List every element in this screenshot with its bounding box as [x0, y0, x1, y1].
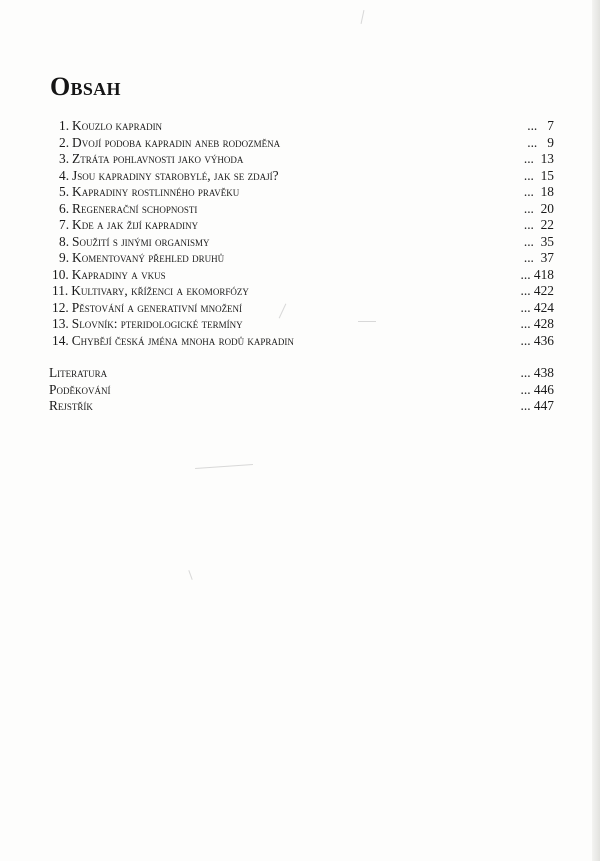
table-of-contents	[49, 118, 554, 415]
page-number: ... 446	[520, 381, 554, 397]
page-number: ... 438	[520, 365, 554, 380]
chapter-number: 2.	[59, 134, 70, 150]
page-number: ... 9	[527, 134, 554, 150]
chapter-number: 7.	[59, 217, 70, 232]
page-number: ... 18	[523, 184, 554, 199]
toc-chapter-row	[49, 300, 554, 317]
chapter-number: 13.	[52, 316, 69, 331]
page-number: ... 20	[523, 200, 554, 216]
page-title: Obsah	[50, 72, 121, 101]
toc-entry	[49, 398, 93, 415]
chapter-number: 14.	[52, 332, 69, 348]
toc-entry	[49, 118, 162, 135]
chapter-number: 5.	[59, 184, 70, 199]
toc-entry	[49, 300, 242, 317]
page-number: ... 7	[527, 118, 554, 133]
chapter-title: Jsou kapradiny starobylé, jak se zdají?	[72, 167, 279, 183]
chapter-title: Chybějí česká jména mnoha rodů kapradin	[71, 332, 294, 348]
section-gap	[49, 349, 554, 365]
page-number: ... 424	[520, 299, 554, 315]
chapter-title: Ztráta pohlavnosti jako výhoda	[72, 151, 244, 166]
toc-chapter-row	[49, 316, 554, 333]
toc-chapter-row	[49, 118, 554, 135]
chapter-number: 9.	[59, 250, 70, 265]
toc-entry	[49, 184, 239, 201]
toc-entry	[49, 217, 198, 234]
page-number: ... 35	[523, 233, 554, 249]
chapter-title: Kapradiny a vkus	[71, 266, 166, 282]
toc-backmatter-row	[49, 398, 554, 415]
toc-entry	[49, 250, 224, 267]
chapter-title: Komentovaný přehled druhů	[72, 250, 225, 265]
toc-chapter-row	[49, 234, 554, 251]
page-number: ... 418	[520, 266, 554, 282]
page-number: ... 37	[523, 250, 554, 265]
page-number: ... 422	[520, 283, 554, 298]
chapter-title: Pěstování a generativní množení	[71, 299, 243, 315]
chapter-number: 1.	[59, 118, 70, 133]
chapter-title: Kouzlo kapradin	[72, 118, 163, 133]
chapter-title: Kultivary, kříženci a ekomorfózy	[71, 283, 249, 298]
toc-chapter-row	[49, 283, 554, 300]
toc-chapter-row	[49, 267, 554, 284]
chapter-number: 6.	[59, 200, 70, 216]
chapter-number: 8.	[59, 233, 70, 249]
chapter-number: 3.	[59, 151, 70, 166]
toc-entry	[49, 283, 249, 300]
pencil-mark	[361, 10, 365, 24]
chapter-number: 4.	[59, 167, 70, 183]
scan-edge-shadow	[592, 0, 600, 861]
toc-chapter-row	[49, 333, 554, 350]
toc-entry	[49, 135, 280, 152]
chapter-list	[49, 118, 554, 349]
page-number: ... 436	[520, 332, 554, 348]
toc-entry	[49, 151, 243, 168]
toc-backmatter-row	[49, 382, 554, 399]
pencil-mark	[195, 464, 253, 469]
toc-entry	[49, 316, 243, 333]
toc-chapter-row	[49, 250, 554, 267]
page-number: ... 447	[520, 398, 554, 413]
toc-entry	[49, 333, 294, 350]
toc-entry	[49, 267, 166, 284]
toc-backmatter-row	[49, 365, 554, 382]
toc-chapter-row	[49, 151, 554, 168]
toc-chapter-row	[49, 217, 554, 234]
toc-entry	[49, 382, 110, 399]
section-title: Rejstřík	[49, 398, 93, 413]
chapter-title: Slovník: pteridologické termíny	[71, 316, 243, 331]
chapter-title: Kapradiny rostlinného pravěku	[72, 184, 240, 199]
page-number: ... 22	[523, 217, 554, 232]
toc-entry	[49, 365, 107, 382]
chapter-number: 11.	[52, 283, 69, 298]
pencil-mark	[188, 570, 192, 580]
toc-chapter-row	[49, 184, 554, 201]
toc-entry	[49, 201, 197, 218]
section-title: Literatura	[49, 365, 108, 380]
page-number: ... 13	[523, 151, 554, 166]
chapter-title: Dvojí podoba kapradin aneb rodozměna	[72, 134, 281, 150]
page-number: ... 15	[523, 167, 554, 183]
section-title: Poděkování	[49, 381, 111, 397]
chapter-number: 12.	[52, 299, 69, 315]
page-number: ... 428	[520, 316, 554, 331]
chapter-title: Kde a jak žijí kapradiny	[72, 217, 199, 232]
toc-entry	[49, 234, 210, 251]
back-matter-list	[49, 365, 554, 415]
chapter-title: Regenerační schopnosti	[72, 200, 198, 216]
toc-chapter-row	[49, 201, 554, 218]
toc-chapter-row	[49, 135, 554, 152]
chapter-title: Soužití s jinými organismy	[72, 233, 210, 249]
chapter-number: 10.	[52, 266, 69, 282]
toc-entry	[49, 168, 279, 185]
toc-chapter-row	[49, 168, 554, 185]
